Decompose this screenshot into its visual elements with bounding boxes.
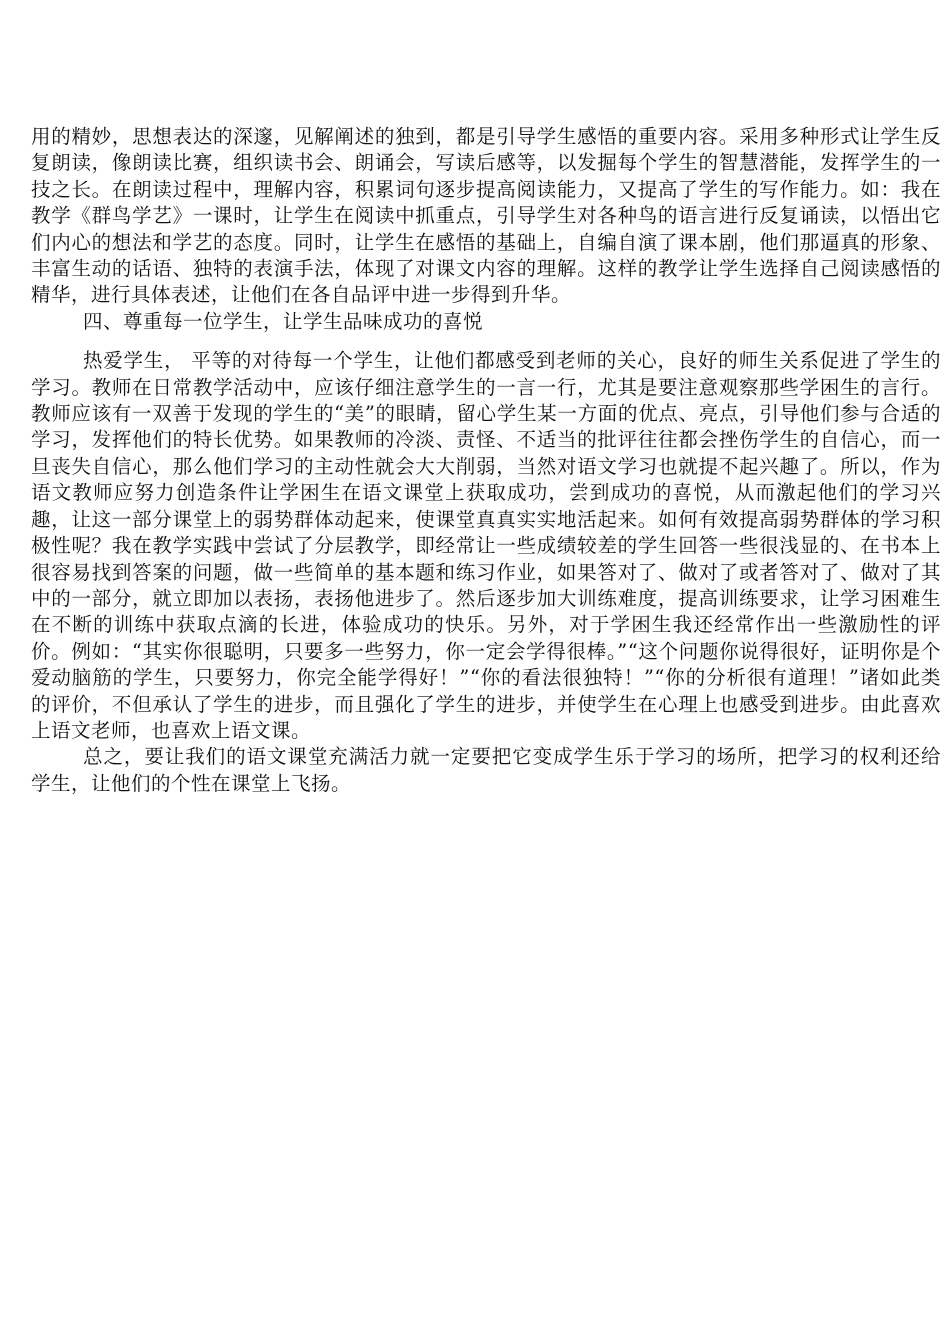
paragraph-conclusion: 总之，要让我们的语文课堂充满活力就一定要把它变成学生乐于学习的场所，把学习的权利还给学生，让他们的个性在课堂上飞扬。 <box>31 745 941 795</box>
paragraph-respect-students: 热爱学生， 平等的对待每一个学生，让他们都感受到老师的关心，良好的师生关系促进了学生的学习。教师在日常教学活动中，应该仔细注意学生的一言一行，尤其是要注意观察那些学困生的言行。教师应该有一双善于发现的学生的“美”的眼睛，留心学生某一方面的优点、亮点，引导他们参与合适的学习，发挥他们的特长优势。如果教师的冷淡、责怪、不适当的批评往往都会挫伤学生的自信心，而一旦丧失自信心，那么他们学习的主动性就会大大削弱，当然对语文学习也就提不起兴趣了。所以，作为语文教师应努力创造条件让学困生在语文课堂上获取成功，尝到成功的喜悦，从而激起他们的学习兴趣，让这一部分课堂上的弱势群体动起来，使课堂真真实实地活起来。如何有效提高弱势群体的学习积极性呢？我在教学实践中尝试了分层教学，即经常让一些成绩较差的学生回答一些很浅显的、在书本上很容易找到答案的问题，做一些简单的基本题和练习作业，如果答对了、做对了或者答对了、做对了其中的一部分，就立即加以表扬，表扬他进步了。然后逐步加大训练难度，提高训练要求，让学习困难生在不断的训练中获取点滴的长进，体验成功的快乐。另外，对于学困生我还经常作出一些激励性的评价。例如：“其实你很聪明，只要多一些努力，你一定会学得很棒。”“这个问题你说得很好，证明你是个爱动脑筋的学生，只要努力，你完全能学得好！”“你的看法很独特！”“你的分析很有道理！”诸如此类的评价，不但承认了学生的进步，而且强化了学生的进步，并使学生在心理上也感受到进步。由此喜欢上语文老师，也喜欢上语文课。 <box>31 349 941 742</box>
paragraph-reading-comprehension: 用的精妙，思想表达的深邃，见解阐述的独到，都是引导学生感悟的重要内容。采用多种形式让学生反复朗读，像朗读比赛，组织读书会、朗诵会，写读后感等，以发掘每个学生的智慧潜能，发挥学生的一技之长。在朗读过程中，理解内容，积累词句逐步提高阅读能力，又提高了学生的写作能力。如：我在教学《群鸟学艺》一课时，让学生在阅读中抓重点，引导学生对各种鸟的语言进行反复诵读，以悟出它们内心的想法和学艺的态度。同时，让学生在感悟的基础上，自编自演了课本剧，他们那逼真的形象、丰富生动的话语、独特的表演手法，体现了对课文内容的理解。这样的教学让学生选择自己阅读感悟的精华，进行具体表述，让他们在各自品评中进一步得到升华。 <box>31 125 941 307</box>
section-heading-four: 四、尊重每一位学生，让学生品味成功的喜悦 <box>83 309 484 333</box>
document-page <box>31 124 941 797</box>
